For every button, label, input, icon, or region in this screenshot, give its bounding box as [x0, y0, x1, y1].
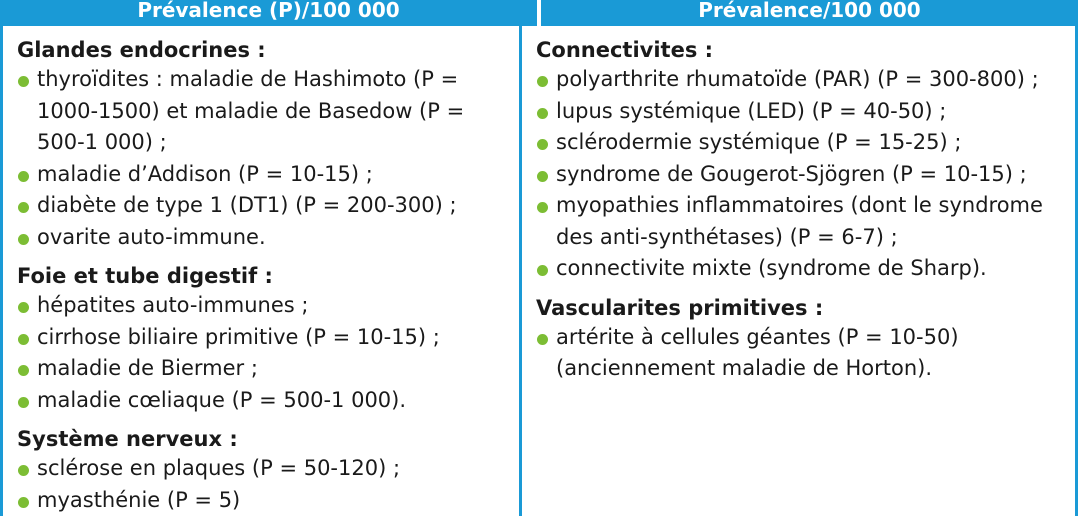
list-item [17, 159, 509, 191]
item-text: maladie d’Addison (P = 10-15) ; [37, 161, 373, 186]
item-text: sclérose en plaques (P = 50-120) ; [37, 456, 401, 480]
right-column [522, 26, 1078, 516]
list-item [17, 385, 509, 417]
green-bullet-icon [537, 334, 548, 345]
green-bullet-icon [537, 202, 548, 213]
item-text: thyroïdites : maladie de Hashimoto (P = 1000-1500) et maladie de Basedow (P = 500-1 000) ; [37, 67, 465, 154]
green-bullet-icon [18, 497, 29, 508]
list-item [536, 159, 1065, 191]
green-bullet-icon [18, 171, 29, 182]
list-item [17, 290, 509, 322]
item-text: syndrome de Gougerot-Sjögren (P = 10-15) ; [556, 161, 1027, 186]
section-title: Glandes endocrines : [17, 38, 266, 62]
green-bullet-icon [18, 234, 29, 245]
green-bullet-icon [18, 302, 29, 313]
section-title: Foie et tube digestif : [17, 264, 273, 288]
item-text: diabète de type 1 (DT1) (P = 200-300) ; [37, 193, 457, 217]
list-item [17, 485, 509, 516]
list-item [536, 322, 1065, 385]
green-bullet-icon [18, 76, 29, 87]
left-column [0, 26, 522, 516]
list-item [17, 190, 509, 222]
list-item [536, 127, 1065, 159]
item-text: sclérodermie systémique (P = 15-25) ; [556, 130, 962, 154]
section-title: Connectivites : [536, 38, 714, 62]
item-text: ovarite auto-immune. [37, 224, 266, 249]
section-title: Système nerveux : [17, 427, 238, 451]
section-foie-tube-digestif [17, 262, 509, 416]
item-text: lupus systémique (LED) (P = 40-50) ; [556, 98, 947, 123]
list-item [536, 190, 1065, 253]
list-item [17, 64, 509, 159]
item-text: cirrhose biliaire primitive (P = 10-15) ; [37, 324, 440, 349]
list-item [17, 453, 509, 485]
item-list [17, 64, 509, 253]
green-bullet-icon [537, 265, 548, 276]
header-right: Prévalence/100 000 [698, 0, 921, 22]
green-bullet-icon [18, 365, 29, 376]
item-list [536, 322, 1065, 385]
item-list [17, 453, 509, 516]
item-text: connectivite mixte (syndrome de Sharp). [556, 256, 987, 280]
item-list [536, 64, 1065, 285]
item-text: polyarthrite rhumatoïde (PAR) (P = 300-800) ; [556, 67, 1039, 91]
green-bullet-icon [18, 397, 29, 408]
green-bullet-icon [537, 139, 548, 150]
item-text: myopathies inflammatoires (dont le syndrome des anti-synthétases) (P = 6-7) ; [556, 193, 1043, 249]
green-bullet-icon [537, 171, 548, 182]
header-left: Prévalence (P)/100 000 [137, 0, 400, 22]
item-text: myasthénie (P = 5) [37, 487, 241, 512]
green-bullet-icon [537, 108, 548, 119]
list-item [17, 322, 509, 354]
item-text: maladie de Biermer ; [37, 356, 258, 380]
item-text: hépatites auto-immunes ; [37, 293, 309, 317]
item-text: maladie cœliaque (P = 500-1 000). [37, 387, 407, 412]
list-item [17, 353, 509, 385]
list-item [536, 96, 1065, 128]
section-systeme-nerveux [17, 425, 509, 516]
green-bullet-icon [18, 465, 29, 476]
list-item [17, 222, 509, 254]
section-glandes-endocrines [17, 36, 509, 253]
header-row [0, 0, 1078, 26]
section-vascularites-primitives [536, 294, 1065, 385]
green-bullet-icon [537, 76, 548, 87]
list-item [536, 64, 1065, 96]
list-item [536, 253, 1065, 285]
body-row [0, 26, 1078, 516]
item-text: artérite à cellules géantes (P = 10-50) (anciennement maladie de Horton). [556, 324, 959, 380]
item-list [17, 290, 509, 416]
section-title: Vascularites primitives : [536, 295, 824, 320]
green-bullet-icon [18, 334, 29, 345]
green-bullet-icon [18, 202, 29, 213]
section-connectivites [536, 36, 1065, 285]
